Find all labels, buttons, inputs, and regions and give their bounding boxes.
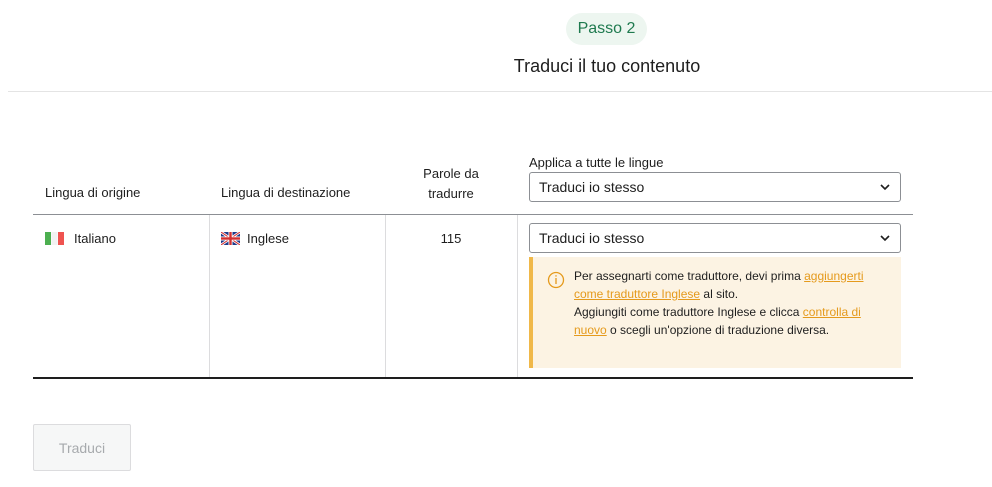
column-header-words-line1: Parole da (423, 166, 479, 181)
notice-text (574, 267, 894, 339)
notice-text-1: Per assegnarti come traduttore, devi prima (574, 269, 805, 283)
apply-all-label: Applica a tutte le lingue (529, 155, 664, 170)
row-target-language (221, 231, 289, 246)
column-header-words (386, 164, 516, 204)
column-header-source-language: Lingua di origine (45, 185, 141, 200)
notice-text-2: al sito. (700, 287, 739, 301)
row-source-language-label: Italiano (74, 231, 116, 246)
page-title (0, 56, 992, 77)
column-divider (517, 215, 518, 377)
notice-text-4: o scegli un'opzione di traduzione diversa. (606, 323, 830, 337)
notice-text-3: Aggiungiti come traduttore Inglese e clicca (574, 305, 803, 319)
page-title-text: Traduci il tuo contenuto (513, 56, 701, 76)
row-target-language-label: Inglese (247, 231, 289, 246)
check-again-link[interactable]: controlla di nuovo (574, 305, 861, 337)
row-word-count: 115 (440, 231, 462, 246)
table-bottom-border (33, 377, 913, 379)
warning-notice (529, 257, 901, 368)
row-translation-method-value: Traduci io stesso (539, 230, 645, 246)
apply-all-select[interactable] (529, 172, 901, 202)
uk-flag-icon (221, 232, 240, 245)
header-divider (8, 91, 992, 92)
add-translator-link[interactable]: aggiungerti come traduttore Inglese (574, 269, 864, 301)
row-translation-method-select[interactable] (529, 223, 901, 253)
column-header-target-language: Lingua di destinazione (221, 185, 351, 200)
column-divider (209, 215, 210, 377)
translate-button[interactable]: Traduci (33, 424, 131, 471)
info-icon (547, 271, 565, 289)
step-badge: Passo 2 (566, 13, 647, 45)
apply-all-select-value: Traduci io stesso (539, 179, 645, 195)
italy-flag-icon (45, 232, 64, 245)
column-divider (385, 215, 386, 377)
chevron-down-icon (879, 232, 891, 244)
column-header-words-line2: tradurre (428, 186, 474, 201)
chevron-down-icon (879, 181, 891, 193)
table-header-border (33, 214, 913, 215)
row-source-language (45, 231, 116, 246)
